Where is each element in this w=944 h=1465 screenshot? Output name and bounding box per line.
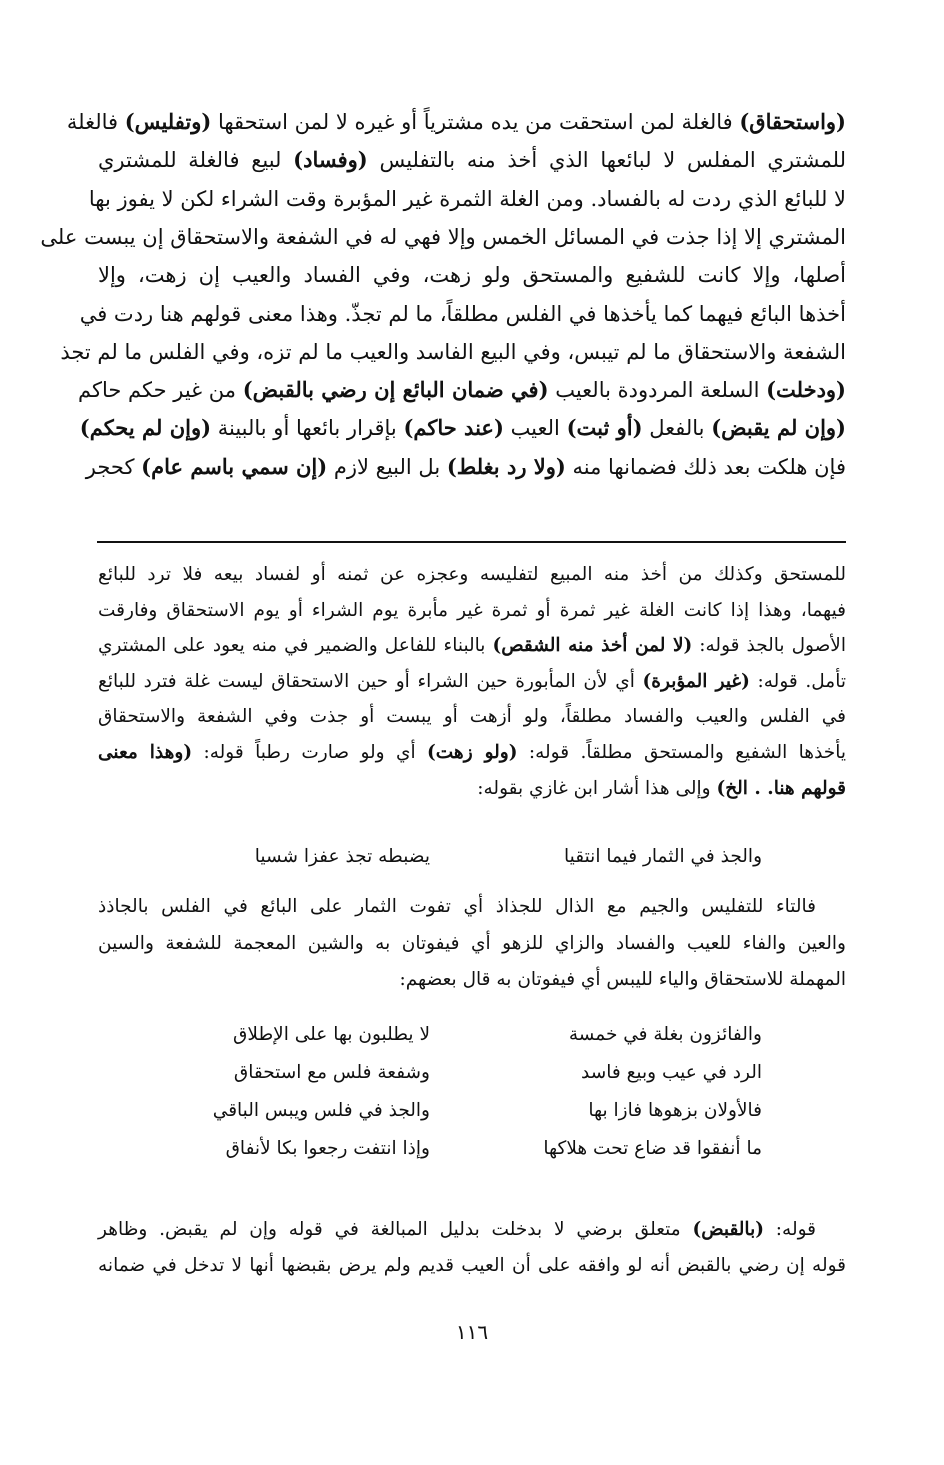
text-segment: المهملة للاستحقاق والياء لليبس أي فيفوتان به قال بعضهم: — [399, 969, 846, 990]
text-line — [79, 409, 846, 447]
text-line — [85, 448, 846, 486]
text-segment: قوله: — [763, 1219, 816, 1240]
text-segment: لا للبائع الذي ردت له بالفساد. ومن الغلة الثمرة غير المؤبرة وقت الشراء لكن لا يفوز بها — [88, 186, 846, 211]
text-line — [98, 699, 846, 735]
bold-quoted-term: (وهذا معنى — [98, 742, 193, 763]
verse-second-hemistich: وإذا انتفت رجعوا بكا لأنفاق — [225, 1138, 430, 1159]
verse-second-hemistich: وشفعة فلس مع استحقاق — [233, 1062, 430, 1083]
text-segment: يأخذها الشفيع والمستحق مطلقاً. قوله: — [517, 742, 846, 763]
bold-quoted-term: (غير المؤبرة) — [642, 670, 750, 692]
verse-first-hemistich: الرد في عيب وبيع فاسد — [581, 1062, 762, 1083]
verse-first-hemistich: فالأولان بزهوها فازا بها — [588, 1100, 762, 1121]
text-segment: فيهما، وهذا إذا كانت الغلة غير ثمرة أو ثمرة غير مأبرة يوم الشراء أو يوم الاستحقاق وفارقت — [98, 599, 846, 621]
text-segment: السلعة المردودة بالعيب — [548, 378, 767, 403]
poem-verse — [98, 1017, 762, 1053]
text-segment: فالغلة لمن استحقت من يده مشترياً أو غيره لا لمن استحقها — [211, 110, 740, 134]
text-segment: للمستحق وكذلك من أخذ منه المبيع لتفليسه وعجزه عن ثمنه أو لفساد بيعه فلا ترد للبائع — [98, 564, 846, 585]
text-line — [98, 1212, 816, 1248]
text-segment: لبيع فالغلة للمشتري — [98, 148, 294, 173]
text-line — [98, 926, 846, 962]
verse-line — [98, 839, 762, 875]
text-segment: متعلق برضي لا بدخلت بدليل المبالغة في قوله وإن لم يقبض. وظاهر — [98, 1219, 693, 1240]
bold-quoted-term: (في ضمان البائع إن رضي بالقبض) — [242, 377, 549, 403]
bold-quoted-term: (أو ثبت) — [566, 415, 643, 441]
bold-quoted-term: (وإن لم يقبض) — [711, 415, 846, 441]
verse-first-hemistich: ما أنفقوا قد ضاع تحت هلاكها — [543, 1138, 762, 1159]
text-line — [98, 628, 846, 664]
text-line — [40, 218, 846, 256]
text-segment: الأصول بالجذ قوله: — [692, 635, 846, 657]
text-segment: الشفعة والاستحقاق ما لم تيبس، وفي البيع الفاسد والعيب ما لم تزه، وفي الفلس ما لم تجذ — [60, 339, 846, 364]
text-line — [98, 593, 846, 629]
text-segment: أخذها البائع فيهما كما يأخذها في الفلس مطلقاً، ما لم تجذّ. وهذا معنى قولهم هنا ردت في — [79, 301, 846, 326]
bold-quoted-term: (وإن لم يحكم) — [79, 415, 212, 441]
text-segment: كحجر — [85, 454, 142, 479]
bold-quoted-term: (بالقبض) — [692, 1219, 764, 1240]
bold-quoted-term: (إن سمي باسم عام) — [141, 453, 328, 479]
verse-second-hemistich: والجذ في فلس ويبس الباقي — [212, 1100, 430, 1121]
text-segment: أصلها، وإلا كانت للشفيع والمستحق ولو زهت، وفي الفساد والعيب إن زهت، وإلا — [98, 263, 846, 288]
bold-quoted-term: (وتفليس) — [124, 109, 212, 134]
text-line — [98, 557, 846, 593]
poem-verse — [98, 1131, 762, 1167]
bold-quoted-term: (وفساد) — [293, 147, 368, 173]
text-segment: بالفعل — [642, 416, 712, 441]
text-segment: قوله إن رضي بالقبض أنه لو وافقه على أن العيب قديم ولم يرض بقبضها أنها لا تدخل في ضمانه — [98, 1254, 846, 1276]
bold-quoted-term: (ولا رد بغلط) — [446, 453, 566, 479]
verse-first-hemistich: والفائزون بغلة في خمسة — [568, 1024, 762, 1045]
text-segment: أي ولو صارت رطباً قوله: — [192, 742, 428, 763]
text-segment: والعين والفاء للعيب والفساد والزاي للزهو أي فيفوتان به والشين المعجمة للشفعة والسين — [98, 932, 846, 954]
text-line — [98, 664, 846, 700]
verse-second-hemistich: لا يطلبون بها على الإطلاق — [233, 1024, 430, 1045]
text-segment: من غير حكم حاكم — [77, 378, 243, 403]
text-line — [98, 962, 846, 998]
text-line — [98, 771, 846, 807]
poem-verse — [98, 1093, 762, 1129]
text-line — [98, 735, 846, 771]
text-segment: تأمل. قوله: — [749, 670, 846, 692]
verse-second-hemistich: يضبطه تجذ عفزا شسيا — [254, 846, 430, 867]
text-segment: بإقرار بائعها أو بالبينة — [211, 416, 404, 441]
verse-first-hemistich: والجذ في الثمار فيما انتقيا — [564, 846, 762, 867]
text-line — [79, 295, 846, 333]
text-segment: المشتري إلا إذا جذت في المسائل الخمس وإلا فهي له في الشفعة والاستحقاق إن يبست على — [40, 224, 846, 249]
text-segment: العيب — [503, 416, 567, 441]
text-segment: فالتاء للتفليس والجيم مع الذال للجذاذ أي تفوت الثمار على البائع في الفلس بالجاذذ — [98, 896, 816, 917]
bold-quoted-term: (عند حاكم) — [403, 415, 504, 441]
text-segment: بالبناء للفاعل والضمير في منه يعود على المشتري — [98, 635, 493, 657]
text-segment: للمشتري المفلس لا لبائعها الذي أخذ منه بالتفليس — [367, 148, 846, 173]
text-line — [98, 141, 846, 179]
text-line — [98, 256, 846, 294]
bold-quoted-term: قولهم هنا. . الخ) — [716, 777, 846, 799]
text-segment: فالغلة — [66, 110, 125, 134]
text-line — [66, 103, 846, 141]
text-line — [60, 333, 846, 371]
text-line — [98, 889, 816, 925]
poem-verse — [98, 1055, 762, 1091]
text-segment: وإلى هذا أشار ابن غازي بقوله: — [477, 777, 717, 799]
text-segment: بل البيع لازم — [327, 454, 447, 479]
footnote-divider — [97, 541, 846, 543]
text-line — [98, 1248, 846, 1284]
bold-quoted-term: (لا لمن أخذ منه الشقص) — [492, 635, 693, 657]
text-segment: فإن هلكت بعد ذلك فضمانها منه — [565, 454, 846, 479]
text-segment: أي لأن المأبورة حين الشراء أو حين الاستحقاق ليست غلة فترد للبائع — [98, 670, 643, 692]
bold-quoted-term: (واستحقاق) — [739, 109, 846, 134]
bold-quoted-term: (ولو زهت) — [427, 742, 518, 763]
text-line — [88, 180, 846, 218]
bold-quoted-term: (ودخلت) — [766, 377, 846, 403]
page-number: ١١٦ — [455, 1320, 489, 1344]
text-line — [77, 371, 846, 409]
text-segment: في الفلس والعيب والفساد مطلقاً، ولو أزهت أو يبست أو جذت وفي الشفعة والاستحقاق — [98, 706, 846, 728]
